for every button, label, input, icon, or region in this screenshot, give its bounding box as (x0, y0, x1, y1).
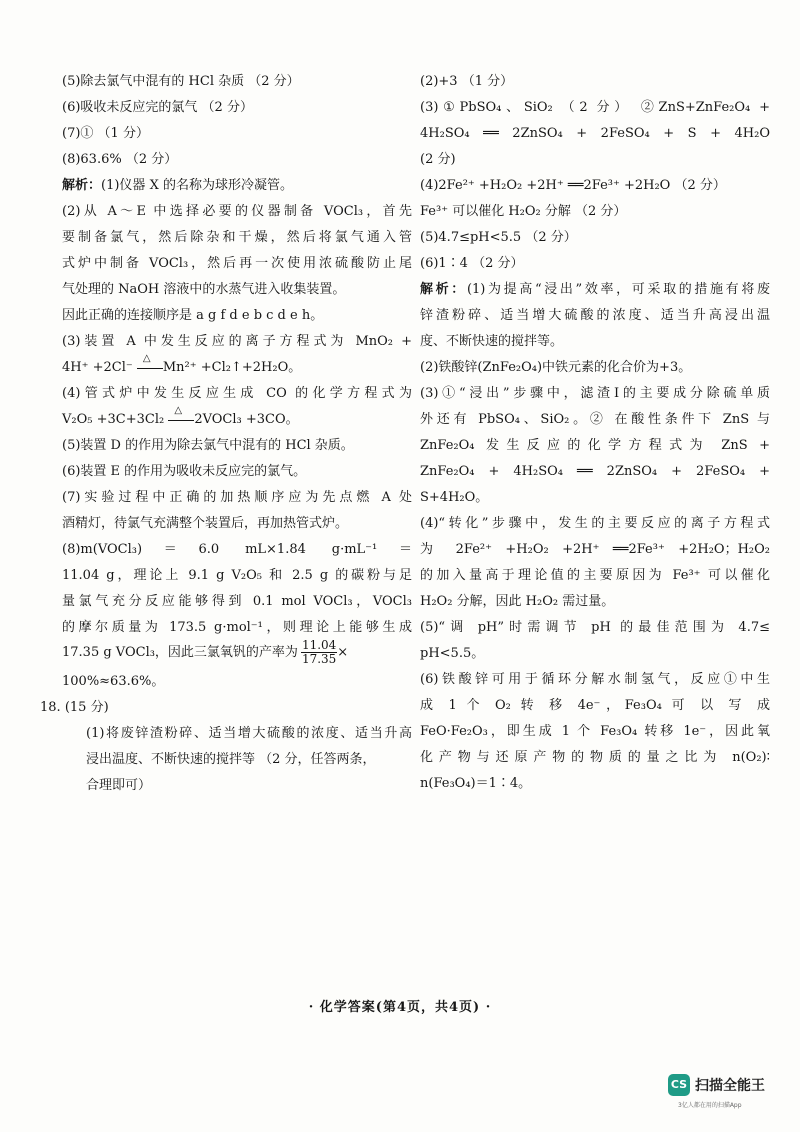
yield-fraction (301, 639, 337, 666)
analysis-line: n(Fe₃O₄)＝1∶4。 (420, 776, 532, 791)
analysis-line: pH<5.5。 (420, 646, 485, 661)
analysis-line: (5)装置 D 的作用为除去氯气中混有的 HCl 杂质。 (62, 438, 354, 453)
analysis-line: 为 2Fe²⁺ +H₂O₂ +2H⁺ ══2Fe³⁺ +2H₂O；H₂O₂ (420, 542, 770, 557)
analysis-line: (2)从 A～E 中选择必要的仪器制备 VOCl₃，首先 (62, 204, 412, 219)
answer-q17-5: (5)除去氯气中混有的 HCl 杂质 （2 分） (62, 74, 300, 89)
answer-q18-5: (5)4.7≤pH<5.5 （2 分） (420, 230, 577, 245)
analysis-line: 酒精灯，待氯气充满整个装置后，再加热管式炉。 (62, 516, 349, 531)
analysis-line: H₂O₂ 分解，因此 H₂O₂ 需过量。 (420, 594, 615, 609)
analysis-line: 度、不断快速的搅拌等。 (420, 334, 564, 349)
answer-q18-1: 合理即可） (86, 778, 152, 793)
right-column (420, 0, 770, 1000)
answer-q18-2: (2)+3 （1 分） (420, 74, 514, 89)
analysis-line: FeO·Fe₂O₃，即生成 1 个 Fe₃O₄ 转移 1e⁻，因此氧 (420, 724, 770, 739)
camscanner-logo-icon: CS (668, 1074, 690, 1096)
answer-q18-3: (2 分) (420, 152, 456, 167)
analysis-line: (3)①“浸出”步骤中，滤渣Ⅰ的主要成分除硫单质 (420, 386, 770, 401)
analysis-line: (2)铁酸锌(ZnFe₂O₄)中铁元素的化合价为+3。 (420, 360, 692, 375)
answer-q18-4: (4)2Fe²⁺ +H₂O₂ +2H⁺ ══2Fe³⁺ +2H₂O （2 分） (420, 178, 726, 193)
equation-reactants: 4H⁺ +2Cl⁻ (62, 360, 133, 375)
analysis-line: 100%≈63.6%。 (62, 674, 165, 689)
yield-text: 17.35 g VOCl₃，因此三氯氧钒的产率为 (62, 645, 298, 660)
analysis-line: 成 1 个 O₂ 转 移 4e⁻，Fe₃O₄ 可 以 写 成 (420, 698, 770, 713)
equation-products: 2VOCl₃ +3CO。 (194, 412, 299, 427)
analysis-line: (7)实验过程中正确的加热顺序应为先点燃 A 处 (62, 490, 412, 505)
analysis-line: 式炉中制备 VOCl₃，然后再一次使用浓硫酸防止尾 (62, 256, 412, 271)
analysis-line: 外还有 PbSO₄、SiO₂。② 在酸性条件下 ZnS 与 (420, 412, 770, 427)
watermark-name: 扫描全能王 (695, 1078, 765, 1094)
analysis-line: S+4H₂O。 (420, 490, 489, 505)
analysis-q17-line (62, 176, 412, 196)
scanner-watermark (668, 1074, 788, 1114)
analysis-label: 解析： (62, 178, 102, 193)
analysis-line: (5)“调 pH”时需调节 pH 的最佳范围为 4.7≤ (420, 620, 770, 635)
watermark-tagline: 3亿人都在用的扫描App (678, 1102, 742, 1109)
analysis-label: 解析： (420, 282, 467, 297)
question-number: 18. (40, 700, 61, 715)
yield-line (62, 638, 412, 668)
analysis-q18-line (420, 280, 770, 300)
page-footer: · 化学答案(第4页，共4页) · (308, 1000, 492, 1015)
question-score: (15 分) (64, 700, 109, 715)
heat-condition-arrow (137, 358, 163, 370)
fraction-denominator: 17.35 (301, 652, 337, 666)
analysis-line: (3)装置 A 中发生反应的离子方程式为 MnO₂ + (62, 334, 412, 349)
question-18-header (40, 698, 390, 718)
answer-q18-3: 4H₂SO₄ ══ 2ZnSO₄ + 2FeSO₄ + S + 4H₂O (420, 126, 770, 141)
analysis-line: 因此正确的连接顺序是 a g f d e b c d e h。 (62, 308, 324, 323)
analysis-line: (6)装置 E 的作用为吸收未反应完的氯气。 (62, 464, 307, 479)
fraction-numerator: 11.04 (301, 638, 337, 652)
heat-condition-arrow (168, 410, 194, 422)
analysis-line: ZnFe₂O₄ + 4H₂SO₄ ══ 2ZnSO₄ + 2FeSO₄ + (420, 464, 770, 479)
analysis-line: 要制备氯气，然后除杂和干燥，然后将氯气通入管 (62, 230, 412, 245)
answer-q18-4: Fe³⁺ 可以催化 H₂O₂ 分解 （2 分） (420, 204, 627, 219)
answer-q18-6: (6)1∶4 （2 分） (420, 256, 524, 271)
answer-q17-7: (7)① （1 分） (62, 126, 149, 141)
analysis-line: 锌渣粉碎、适当增大硫酸的浓度、适当升高浸出温 (420, 308, 770, 323)
analysis-line: ZnFe₂O₄ 发生反应的化学方程式为 ZnS + (420, 438, 770, 453)
answer-q18-1: (1)将废锌渣粉碎、适当增大硫酸的浓度、适当升高 (86, 726, 412, 741)
analysis-line: (6)铁酸锌可用于循环分解水制氢气，反应①中生 (420, 672, 770, 687)
equation-voclx (62, 410, 412, 430)
answer-q18-1: 浸出温度、不断快速的搅拌等 （2 分，任答两条， (86, 752, 376, 767)
analysis-line: 气处理的 NaOH 溶液中的水蒸气进入收集装置。 (62, 282, 346, 297)
analysis-line: 量氯气充分反应能够得到 0.1 mol VOCl₃，VOCl₃ (62, 594, 412, 609)
answer-q17-8: (8)63.6% （2 分） (62, 152, 178, 167)
equation-mno2 (62, 358, 412, 378)
answer-q17-6: (6)吸收未反应完的氯气 （2 分） (62, 100, 253, 115)
analysis-line: (4)管式炉中发生反应生成 CO 的化学方程式为 (62, 386, 412, 401)
times-sign: × (337, 645, 349, 660)
analysis-line: 化产物与还原产物的物质的量之比为 n(O₂)∶ (420, 750, 770, 765)
analysis-line: 11.04 g，理论上 9.1 g V₂O₅ 和 2.5 g 的碳粉与足 (62, 568, 412, 583)
analysis-text: (1)为提高“浸出”效率，可采取的措施有将废 (466, 282, 770, 297)
analysis-line: 的摩尔质量为 173.5 g·mol⁻¹，则理论上能够生成 (62, 620, 412, 635)
analysis-line: (8)m(VOCl₃)＝6.0 mL×1.84 g·mL⁻¹＝ (62, 542, 412, 557)
answer-q18-3: (3)①PbSO₄、SiO₂ （2 分） ②ZnS+ZnFe₂O₄ + (420, 100, 770, 115)
equation-reactants: V₂O₅ +3C+3Cl₂ (62, 412, 165, 427)
analysis-line: (4)“转化”步骤中，发生的主要反应的离子方程式 (420, 516, 770, 531)
left-column (40, 0, 412, 1000)
analysis-line: 的加入量高于理论值的主要原因为 Fe³⁺ 可以催化 (420, 568, 770, 583)
analysis-text: (1)仪器 X 的名称为球形冷凝管。 (101, 178, 293, 193)
equation-products: Mn²⁺ +Cl₂↑+2H₂O。 (162, 360, 302, 375)
